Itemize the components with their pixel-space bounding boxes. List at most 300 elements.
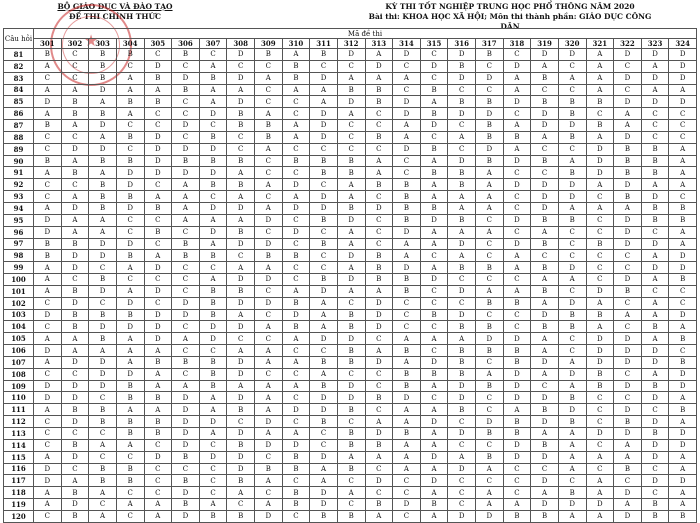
- table-row: [4, 309, 697, 321]
- exam-code-cell: 311: [310, 39, 338, 49]
- question-number-cell: 92: [4, 179, 34, 191]
- answer-cell: B: [199, 510, 227, 522]
- answer-cell: D: [503, 380, 531, 392]
- answer-cell: A: [337, 262, 365, 274]
- answer-cell: D: [227, 356, 255, 368]
- answer-cell: C: [199, 345, 227, 357]
- answer-cell: C: [365, 368, 393, 380]
- answer-cell: D: [337, 333, 365, 345]
- answer-cell: D: [365, 202, 393, 214]
- table-row: [4, 226, 697, 238]
- answer-cell: D: [531, 108, 559, 120]
- answer-cell: D: [365, 297, 393, 309]
- answer-cell: D: [144, 155, 172, 167]
- answer-cell: A: [641, 297, 669, 309]
- answer-cell: B: [116, 463, 144, 475]
- answer-cell: C: [255, 96, 283, 108]
- answer-cell: C: [420, 345, 448, 357]
- answer-cell: A: [337, 72, 365, 84]
- answer-cell: C: [61, 428, 89, 440]
- answer-cell: B: [255, 250, 283, 262]
- answer-cell: D: [614, 274, 642, 286]
- answer-cell: D: [448, 510, 476, 522]
- answer-cell: D: [393, 392, 421, 404]
- answer-cell: D: [614, 131, 642, 143]
- answer-cell: A: [144, 510, 172, 522]
- answer-cell: C: [531, 167, 559, 179]
- answer-cell: B: [172, 84, 200, 96]
- answer-cell: A: [558, 155, 586, 167]
- answer-cell: B: [393, 214, 421, 226]
- answer-cell: D: [558, 49, 586, 61]
- answer-cell: A: [393, 72, 421, 84]
- answer-cell: D: [531, 499, 559, 511]
- table-row: [4, 510, 697, 522]
- answer-cell: D: [199, 451, 227, 463]
- answer-cell: B: [558, 392, 586, 404]
- answer-cell: B: [365, 392, 393, 404]
- answer-cell: A: [144, 499, 172, 511]
- answer-cell: D: [227, 451, 255, 463]
- answer-cell: A: [641, 60, 669, 72]
- answer-cell: B: [89, 202, 117, 214]
- answer-cell: D: [641, 262, 669, 274]
- answer-cell: B: [448, 356, 476, 368]
- answer-cell: A: [310, 475, 338, 487]
- answer-cell: C: [448, 416, 476, 428]
- answer-cell: D: [503, 96, 531, 108]
- answer-cell: B: [558, 131, 586, 143]
- answer-cell: A: [337, 179, 365, 191]
- answer-cell: D: [558, 499, 586, 511]
- answer-cell: A: [172, 380, 200, 392]
- answer-cell: D: [531, 179, 559, 191]
- answer-cell: A: [558, 380, 586, 392]
- answer-cell: C: [310, 179, 338, 191]
- answer-cell: A: [476, 487, 504, 499]
- answer-cell: A: [34, 487, 62, 499]
- answer-cell: B: [282, 463, 310, 475]
- answer-cell: D: [558, 297, 586, 309]
- question-number-cell: 119: [4, 499, 34, 511]
- answer-cell: B: [89, 72, 117, 84]
- answer-cell: B: [531, 404, 559, 416]
- answer-cell: A: [669, 499, 697, 511]
- answer-cell: C: [641, 463, 669, 475]
- answer-cell: C: [282, 96, 310, 108]
- answer-cell: A: [448, 226, 476, 238]
- answer-cell: B: [448, 321, 476, 333]
- answer-cell: B: [337, 428, 365, 440]
- answer-cell: B: [476, 380, 504, 392]
- answer-cell: C: [144, 475, 172, 487]
- answer-cell: B: [199, 285, 227, 297]
- answer-cell: C: [365, 333, 393, 345]
- answer-cell: C: [669, 108, 697, 120]
- answer-cell: D: [337, 274, 365, 286]
- answer-cell: A: [365, 451, 393, 463]
- answer-cell: A: [393, 250, 421, 262]
- answer-cell: D: [641, 345, 669, 357]
- answer-cell: C: [420, 285, 448, 297]
- answer-cell: B: [448, 262, 476, 274]
- answer-cell: A: [199, 238, 227, 250]
- answer-cell: C: [144, 463, 172, 475]
- answer-cell: C: [503, 49, 531, 61]
- answer-cell: C: [310, 262, 338, 274]
- question-number-cell: 107: [4, 356, 34, 368]
- answer-cell: D: [669, 439, 697, 451]
- answer-cell: C: [614, 475, 642, 487]
- answer-cell: B: [61, 285, 89, 297]
- answer-cell: D: [558, 179, 586, 191]
- answer-cell: B: [420, 84, 448, 96]
- answer-cell: A: [310, 321, 338, 333]
- answer-cell: D: [503, 179, 531, 191]
- answer-cell: D: [255, 274, 283, 286]
- answer-cell: C: [420, 49, 448, 61]
- answer-cell: C: [448, 487, 476, 499]
- answer-cell: A: [503, 120, 531, 132]
- answer-cell: D: [172, 72, 200, 84]
- answer-cell: B: [282, 451, 310, 463]
- answer-cell: A: [476, 463, 504, 475]
- answer-cell: D: [614, 380, 642, 392]
- answer-cell: B: [614, 155, 642, 167]
- answer-cell: B: [61, 321, 89, 333]
- answer-cell: B: [558, 416, 586, 428]
- answer-cell: D: [199, 108, 227, 120]
- answer-cell: B: [282, 250, 310, 262]
- answer-cell: D: [365, 475, 393, 487]
- question-number-cell: 100: [4, 274, 34, 286]
- answer-cell: C: [34, 416, 62, 428]
- answer-cell: B: [641, 428, 669, 440]
- answer-cell: A: [199, 84, 227, 96]
- answer-cell: C: [282, 392, 310, 404]
- answer-cell: C: [586, 439, 614, 451]
- answer-cell: A: [476, 167, 504, 179]
- answer-cell: A: [476, 191, 504, 203]
- answer-cell: A: [89, 131, 117, 143]
- answer-cell: A: [255, 356, 283, 368]
- answer-cell: C: [172, 262, 200, 274]
- table-row: [4, 380, 697, 392]
- answer-cell: A: [558, 274, 586, 286]
- answer-cell: D: [116, 297, 144, 309]
- answer-cell: B: [365, 131, 393, 143]
- answer-cell: C: [641, 131, 669, 143]
- answer-cell: A: [227, 167, 255, 179]
- answer-cell: D: [34, 309, 62, 321]
- answer-cell: A: [669, 392, 697, 404]
- answer-cell: C: [255, 226, 283, 238]
- answer-cell: C: [476, 439, 504, 451]
- table-row: [4, 499, 697, 511]
- answer-cell: A: [337, 451, 365, 463]
- answer-cell: D: [172, 428, 200, 440]
- answer-cell: B: [669, 274, 697, 286]
- answer-cell: A: [227, 380, 255, 392]
- answer-cell: B: [365, 262, 393, 274]
- answer-cell: D: [337, 392, 365, 404]
- answer-cell: D: [227, 428, 255, 440]
- answer-cell: C: [448, 439, 476, 451]
- answer-cell: C: [172, 274, 200, 286]
- answer-cell: C: [282, 368, 310, 380]
- answer-cell: C: [116, 274, 144, 286]
- answer-cell: C: [310, 250, 338, 262]
- answer-cell: D: [558, 120, 586, 132]
- answer-cell: B: [310, 274, 338, 286]
- answer-cell: C: [586, 463, 614, 475]
- answer-cell: A: [227, 191, 255, 203]
- answer-cell: B: [337, 356, 365, 368]
- answer-cell: C: [365, 463, 393, 475]
- answer-cell: C: [282, 274, 310, 286]
- answer-cell: A: [34, 108, 62, 120]
- answer-cell: B: [199, 356, 227, 368]
- answer-cell: A: [199, 499, 227, 511]
- question-number-cell: 103: [4, 309, 34, 321]
- answer-cell: D: [144, 309, 172, 321]
- answer-cell: D: [310, 404, 338, 416]
- answer-cell: B: [89, 333, 117, 345]
- answer-cell: A: [641, 84, 669, 96]
- answer-cell: A: [337, 226, 365, 238]
- answer-cell: C: [448, 143, 476, 155]
- answer-cell: A: [227, 214, 255, 226]
- answer-cell: C: [172, 131, 200, 143]
- answer-cell: A: [227, 487, 255, 499]
- answer-cell: C: [199, 120, 227, 132]
- question-number-cell: 110: [4, 392, 34, 404]
- answer-cell: B: [61, 167, 89, 179]
- answer-cell: C: [365, 120, 393, 132]
- table-row: [4, 167, 697, 179]
- answer-cell: A: [586, 131, 614, 143]
- answer-cell: C: [310, 439, 338, 451]
- answer-cell: D: [310, 108, 338, 120]
- answer-cell: D: [199, 202, 227, 214]
- question-number-cell: 89: [4, 143, 34, 155]
- answer-cell: C: [558, 84, 586, 96]
- answer-cell: B: [116, 96, 144, 108]
- answer-cell: D: [641, 475, 669, 487]
- answer-cell: A: [669, 155, 697, 167]
- answer-cell: A: [199, 60, 227, 72]
- answer-cell: C: [255, 368, 283, 380]
- table-row: [4, 428, 697, 440]
- answer-cell: C: [227, 499, 255, 511]
- answer-cell: D: [476, 72, 504, 84]
- question-number-cell: 91: [4, 167, 34, 179]
- answer-cell: A: [420, 487, 448, 499]
- exam-subject: Bài thi: KHOA HỌC XÃ HỘI; Môn thi thành phần: GIÁO DỤC CÔNG DÂN: [368, 12, 652, 31]
- answer-cell: B: [61, 108, 89, 120]
- answer-cell: A: [365, 72, 393, 84]
- answer-cell: D: [172, 392, 200, 404]
- answer-cell: B: [89, 155, 117, 167]
- answer-cell: C: [365, 238, 393, 250]
- answer-cell: C: [337, 60, 365, 72]
- answer-cell: D: [172, 439, 200, 451]
- answer-cell: B: [172, 49, 200, 61]
- exam-code-cell: 306: [172, 39, 200, 49]
- answer-cell: B: [531, 72, 559, 84]
- answer-cell: A: [337, 238, 365, 250]
- answer-cell: D: [227, 463, 255, 475]
- answer-cell: D: [614, 214, 642, 226]
- answer-cell: A: [614, 309, 642, 321]
- answer-cell: D: [641, 392, 669, 404]
- answer-cell: B: [337, 84, 365, 96]
- answer-cell: B: [310, 380, 338, 392]
- ministry-name: BỘ GIÁO DỤC VÀ ĐÀO TẠO: [57, 2, 173, 11]
- answer-cell: A: [255, 108, 283, 120]
- answer-cell: A: [144, 404, 172, 416]
- answer-cell: D: [531, 451, 559, 463]
- answer-cell: C: [337, 131, 365, 143]
- answer-cell: A: [420, 238, 448, 250]
- answer-cell: A: [531, 345, 559, 357]
- answer-cell: B: [89, 416, 117, 428]
- answer-cell: C: [614, 392, 642, 404]
- answer-cell: B: [448, 368, 476, 380]
- answer-cell: A: [531, 333, 559, 345]
- answer-cell: C: [669, 120, 697, 132]
- answer-cell: C: [34, 191, 62, 203]
- exam-code-cell: 301: [34, 39, 62, 49]
- exam-code-cell: 317: [476, 39, 504, 49]
- table-row: [4, 321, 697, 333]
- answer-cell: A: [199, 404, 227, 416]
- answer-cell: C: [586, 108, 614, 120]
- answer-cell: D: [669, 428, 697, 440]
- answer-cell: A: [558, 463, 586, 475]
- answer-cell: B: [476, 428, 504, 440]
- answer-cell: D: [393, 499, 421, 511]
- answer-cell: B: [89, 60, 117, 72]
- answer-cell: A: [448, 131, 476, 143]
- answer-cell: B: [227, 155, 255, 167]
- answer-cell: A: [558, 72, 586, 84]
- answer-cell: C: [503, 463, 531, 475]
- exam-code-cell: 323: [641, 39, 669, 49]
- answer-cell: B: [199, 380, 227, 392]
- answer-cell: A: [199, 214, 227, 226]
- answer-cell: B: [476, 262, 504, 274]
- answer-cell: A: [503, 285, 531, 297]
- answer-cell: B: [669, 510, 697, 522]
- answer-cell: D: [227, 96, 255, 108]
- answer-cell: C: [227, 60, 255, 72]
- answer-cell: B: [255, 131, 283, 143]
- answer-cell: A: [476, 226, 504, 238]
- answer-cell: D: [227, 321, 255, 333]
- answer-cell: B: [34, 120, 62, 132]
- answer-cell: B: [393, 345, 421, 357]
- answer-cell: D: [558, 262, 586, 274]
- answer-cell: D: [614, 487, 642, 499]
- answer-cell: A: [255, 202, 283, 214]
- answer-cell: A: [255, 475, 283, 487]
- answer-cell: D: [531, 49, 559, 61]
- answer-cell: B: [116, 428, 144, 440]
- answer-cell: B: [641, 143, 669, 155]
- answer-cell: D: [34, 226, 62, 238]
- answer-cell: D: [89, 143, 117, 155]
- answer-cell: D: [199, 416, 227, 428]
- answer-cell: A: [227, 309, 255, 321]
- answer-cell: A: [61, 191, 89, 203]
- answer-cell: B: [337, 309, 365, 321]
- answer-cell: D: [669, 380, 697, 392]
- answer-cell: A: [531, 131, 559, 143]
- answer-cell: D: [227, 274, 255, 286]
- answer-cell: A: [448, 191, 476, 203]
- answer-cell: C: [558, 475, 586, 487]
- answer-cell: B: [420, 108, 448, 120]
- exam-code-cell: 315: [420, 39, 448, 49]
- answer-cell: D: [531, 309, 559, 321]
- answer-cell: B: [448, 60, 476, 72]
- answer-cell: D: [586, 428, 614, 440]
- answer-cell: B: [61, 404, 89, 416]
- answer-cell: B: [282, 297, 310, 309]
- answer-cell: A: [255, 321, 283, 333]
- answer-cell: B: [89, 179, 117, 191]
- answer-cell: A: [365, 416, 393, 428]
- answer-cell: A: [669, 179, 697, 191]
- answer-cell: D: [614, 404, 642, 416]
- answer-cell: A: [531, 487, 559, 499]
- answer-cell: D: [61, 297, 89, 309]
- table-row: [4, 238, 697, 250]
- answer-cell: B: [669, 404, 697, 416]
- exam-code-cell: 318: [503, 39, 531, 49]
- answer-cell: C: [116, 487, 144, 499]
- answer-cell: D: [614, 238, 642, 250]
- answer-cell: B: [282, 499, 310, 511]
- answer-cell: D: [448, 309, 476, 321]
- answer-key-table: [3, 28, 697, 523]
- answer-cell: B: [227, 120, 255, 132]
- exam-title: KỲ THI TỐT NGHIỆP TRUNG HỌC PHỔ THÔNG NĂM 2020: [385, 2, 635, 11]
- answer-cell: D: [89, 321, 117, 333]
- answer-cell: C: [89, 262, 117, 274]
- answer-cell: B: [393, 285, 421, 297]
- answer-cell: B: [337, 404, 365, 416]
- answer-cell: C: [420, 250, 448, 262]
- answer-cell: A: [586, 179, 614, 191]
- answer-cell: D: [669, 368, 697, 380]
- answer-cell: D: [448, 238, 476, 250]
- answer-cell: D: [393, 49, 421, 61]
- answer-cell: D: [614, 510, 642, 522]
- question-number-cell: 108: [4, 368, 34, 380]
- answer-cell: C: [365, 380, 393, 392]
- answer-cell: B: [89, 404, 117, 416]
- answer-cell: C: [144, 487, 172, 499]
- answer-cell: A: [34, 499, 62, 511]
- answer-cell: A: [586, 487, 614, 499]
- answer-cell: B: [116, 416, 144, 428]
- answer-cell: A: [172, 333, 200, 345]
- answer-cell: C: [448, 499, 476, 511]
- answer-cell: B: [531, 238, 559, 250]
- answer-cell: D: [310, 72, 338, 84]
